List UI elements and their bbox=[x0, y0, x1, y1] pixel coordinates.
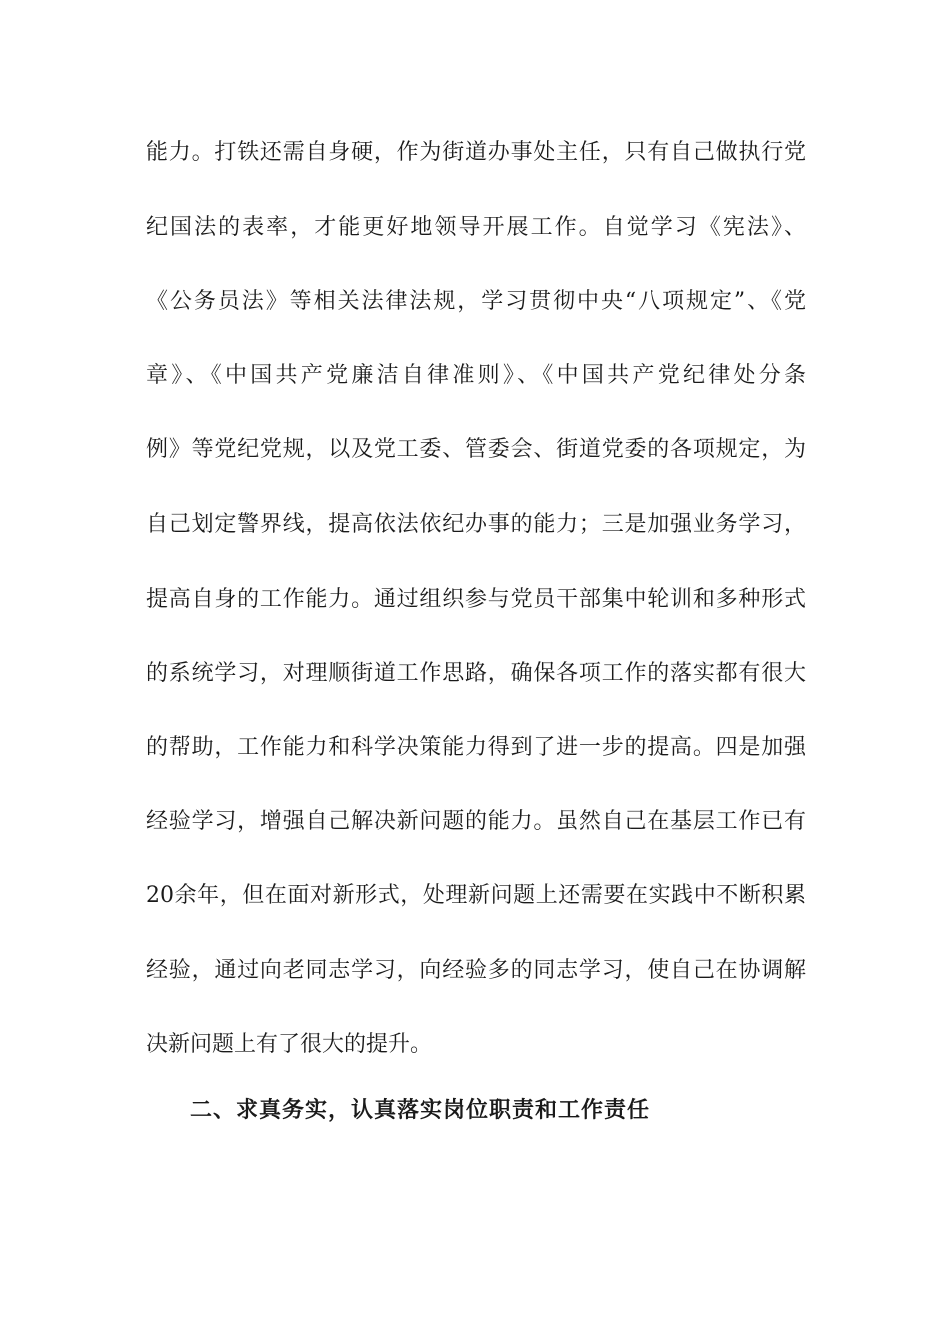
paragraph-line: 《公务员法》等相关法律法规，学习贯彻中央“八项规定”、《党 bbox=[146, 289, 806, 314]
paragraph-line: 20余年，但在面对新形式，处理新问题上还需要在实践中不断积累 bbox=[146, 883, 806, 908]
paragraph-line: 能力。打铁还需自身硬，作为街道办事处主任，只有自己做执行党 bbox=[146, 140, 806, 165]
paragraph-line: 的系统学习，对理顺街道工作思路，确保各项工作的落实都有很大 bbox=[146, 661, 806, 686]
paragraph-line: 经验学习，增强自己解决新问题的能力。虽然自己在基层工作已有 bbox=[146, 809, 806, 834]
paragraph-line: 的帮助，工作能力和科学决策能力得到了进一步的提高。四是加强 bbox=[146, 735, 806, 760]
paragraph-line: 章》、《中国共产党廉洁自律准则》、《中国共产党纪律处分条 bbox=[146, 363, 806, 388]
paragraph-line: 提高自身的工作能力。通过组织参与党员干部集中轮训和多种形式 bbox=[146, 587, 806, 612]
paragraph-line: 决新问题上有了很大的提升。 bbox=[146, 1032, 433, 1057]
paragraph-line: 经验，通过向老同志学习，向经验多的同志学习，使自己在协调解 bbox=[146, 958, 806, 983]
paragraph-line: 自己划定警界线，提高依法依纪办事的能力；三是加强业务学习， bbox=[146, 512, 806, 537]
paragraph-line: 纪国法的表率，才能更好地领导开展工作。自觉学习《宪法》、 bbox=[146, 215, 806, 240]
section-heading: 二、求真务实，认真落实岗位职责和工作责任 bbox=[190, 1097, 651, 1123]
paragraph-line: 例》等党纪党规，以及党工委、管委会、街道党委的各项规定，为 bbox=[146, 437, 806, 462]
